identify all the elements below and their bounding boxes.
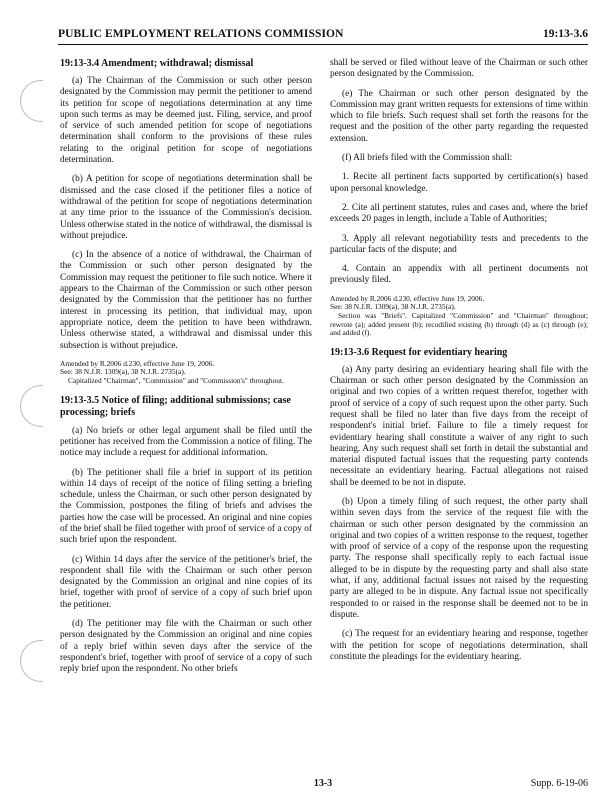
paragraph-3-5-e: (e) The Chairman or such other person designated by the Commission may grant written requests for extensions of time within which to file briefs. Such request shall set forth the reasons for the request and the position of the other party regarding the requested extension. — [330, 88, 588, 144]
list-item-f-1: 1. Recite all pertinent facts supported by certification(s) based upon personal knowledge. — [330, 172, 588, 194]
running-header — [58, 26, 588, 45]
note-detail: Capitalized "Chairman", "Commission" and "Commission's" throughout. — [68, 376, 284, 386]
heading-line-2: processing; briefs — [60, 406, 136, 418]
note-amended: Amended by R.2006 d.230, effective June 19, 2006. — [60, 358, 215, 368]
paragraph-3-5-d-continued: shall be served or filed without leave of the Chairman or such other person designated by the Commission. — [330, 58, 588, 80]
section-heading-19-13-3-6: 19:13-3.6 Request for evidentiary hearing — [330, 346, 508, 358]
paragraph-3-5-b: (b) The petitioner shall file a brief in support of its petition within 14 days of receipt of the notice of filing setting a briefing schedule, unless the Chairman, or such other person designated by the Commission, postpones the filing of briefs and advises the parties how the case will be processed. An original and nine copies of the brief shall be filed together with proof of service of a copy of such brief upon the respondent. — [60, 467, 312, 546]
paragraph-3-6-c: (c) The request for an evidentiary hearing and response, together with the petition for scope of negotiations determination, shall constitute the pleadings for the evidentiary hearing. — [330, 629, 588, 662]
paragraph-3-5-a: (a) No briefs or other legal argument shall be filed until the petitioner has received from the Commission a notice of filing. The notice may include a request for additional information. — [60, 425, 312, 459]
note-detail: Section was "Briefs". Capitalized "Commission" and "Chairman" throughout; rewrote (a); added present (b); recodified existing (b) through (d) as (c) through (e); and added (f). — [330, 310, 588, 338]
page-number: 13-3 — [313, 778, 333, 789]
heading-line-1: 19:13-3.5 Notice of filing; additional submissions; case — [60, 394, 291, 406]
note-see: See: 38 N.J.R. 1309(a), 38 N.J.R. 2735(a). — [60, 367, 186, 377]
paragraph-3-4-a: (a) The Chairman of the Commission or such other person designated by the Commission may permit the petitioner to amend its petition for scope of negotiations determination at any time upon such terms as may be deemed just. Filing, service, and proof of service of such amended petition for scope of negotiations determination shall conform to the provisions of these rules relating to the original petition for scope of negotiations determination. — [60, 76, 312, 166]
binder-hole-bottom — [20, 640, 43, 682]
list-item-f-3: 3. Apply all relevant negotiability tests and precedents to the particular facts of the dispute; and — [330, 233, 588, 255]
section-heading-19-13-3-5 — [60, 395, 312, 419]
history-note-3-5 — [330, 295, 588, 338]
header-section-ref: 19:13-3.6 — [542, 28, 588, 40]
note-see: See: 38 N.J.R. 1309(a), 38 N.J.R. 2735(a). — [330, 302, 456, 312]
note-amended: Amended by R.2006 d.230, effective June 19, 2006. — [330, 293, 485, 303]
binder-hole-top — [20, 80, 43, 122]
paragraph-3-5-f: (f) All briefs filed with the Commission shall: — [342, 153, 513, 164]
paragraph-3-5-d: (d) The petitioner may file with the Chairman or such other person designated by the Commission an original and nine copies of a reply brief within seven days after the service of the respondent's brief, together with proof of service of a copy of such reply brief upon the respondent. No other briefs — [60, 619, 312, 675]
paragraph-3-4-c: (c) In the absence of a notice of withdrawal, the Chairman of the Commission or such other person designated by the Commission may request the petitioner to file such notice. Where it appears to the Chairman of the Commission or such other person designated by the Commission that the petitioner has no further interest in processing its petition, that individual may, upon appropriate notice, deem the petition to have been withdrawn. Unless otherwise stated, a withdrawal and dismissal under this subsection is without prejudice. — [60, 250, 312, 351]
paragraph-3-4-b: (b) A petition for scope of negotiations determination shall be dismissed and the case closed if the petitioner files a notice of withdrawal of the petition for scope of negotiations determination at any time prior to the issuance of the Commission's decision. Unless otherwise stated in the notice of withdrawal, the dismissal is without prejudice. — [60, 174, 312, 241]
list-item-f-2: 2. Cite all pertinent statutes, rules and cases and, where the brief exceeds 20 pages in length, include a Table of Authorities; — [330, 202, 588, 225]
right-column — [330, 58, 588, 671]
section-heading-19-13-3-4: 19:13-3.4 Amendment; withdrawal; dismissal — [60, 58, 254, 69]
binder-hole-middle — [20, 385, 43, 427]
supplement-date: Supp. 6-19-06 — [530, 778, 588, 789]
list-item-f-4: 4. Contain an appendix with all pertinent documents not previously filed. — [330, 264, 588, 286]
paragraph-3-6-b: (b) Upon a timely filing of such request, the other party shall within seven days from the service of the request file with the chairman or such other person designated by the commission an original and two copies of a written response to the request, together with proof of service of a copy of the response upon the requesting party. The response shall specifically reply to each factual issue alleged to be in dispute by the requesting party and shall also state what, if any, additional factual issues not raised by the requesting party are alleged to be in dispute. Any factual issue not specifically responded to or raised in the response shall be deemed not to be in dispute. — [330, 496, 588, 620]
paragraph-3-5-c: (c) Within 14 days after the service of the petitioner's brief, the respondent shall file with the Chairman or such other person designated by the Commission an original and nine copies of its brief, together with proof of service of a copy of such brief upon the petitioner. — [60, 554, 312, 610]
history-note-3-4 — [60, 360, 312, 386]
header-title: PUBLIC EMPLOYMENT RELATIONS COMMISSION — [58, 28, 344, 40]
left-column — [60, 58, 312, 684]
paragraph-3-6-a: (a) Any party desiring an evidentiary hearing shall file with the Chairman or such other person designated by the Commission an original and two copies of a written request therefor, together with proof of service of a copy of such request upon the other party. Such request shall be filed no later than five days from the receipt of respondent's initial brief. Failure to file a timely request for evidentiary hearing shall constitute a waiver of any right to such hearing. Any such request shall set forth in detail the substantial and material disputed factual issues that the requesting party contends necessitate an evidentiary hearing. Factual allegations not raised shall be deemed to be not in dispute. — [330, 364, 588, 488]
